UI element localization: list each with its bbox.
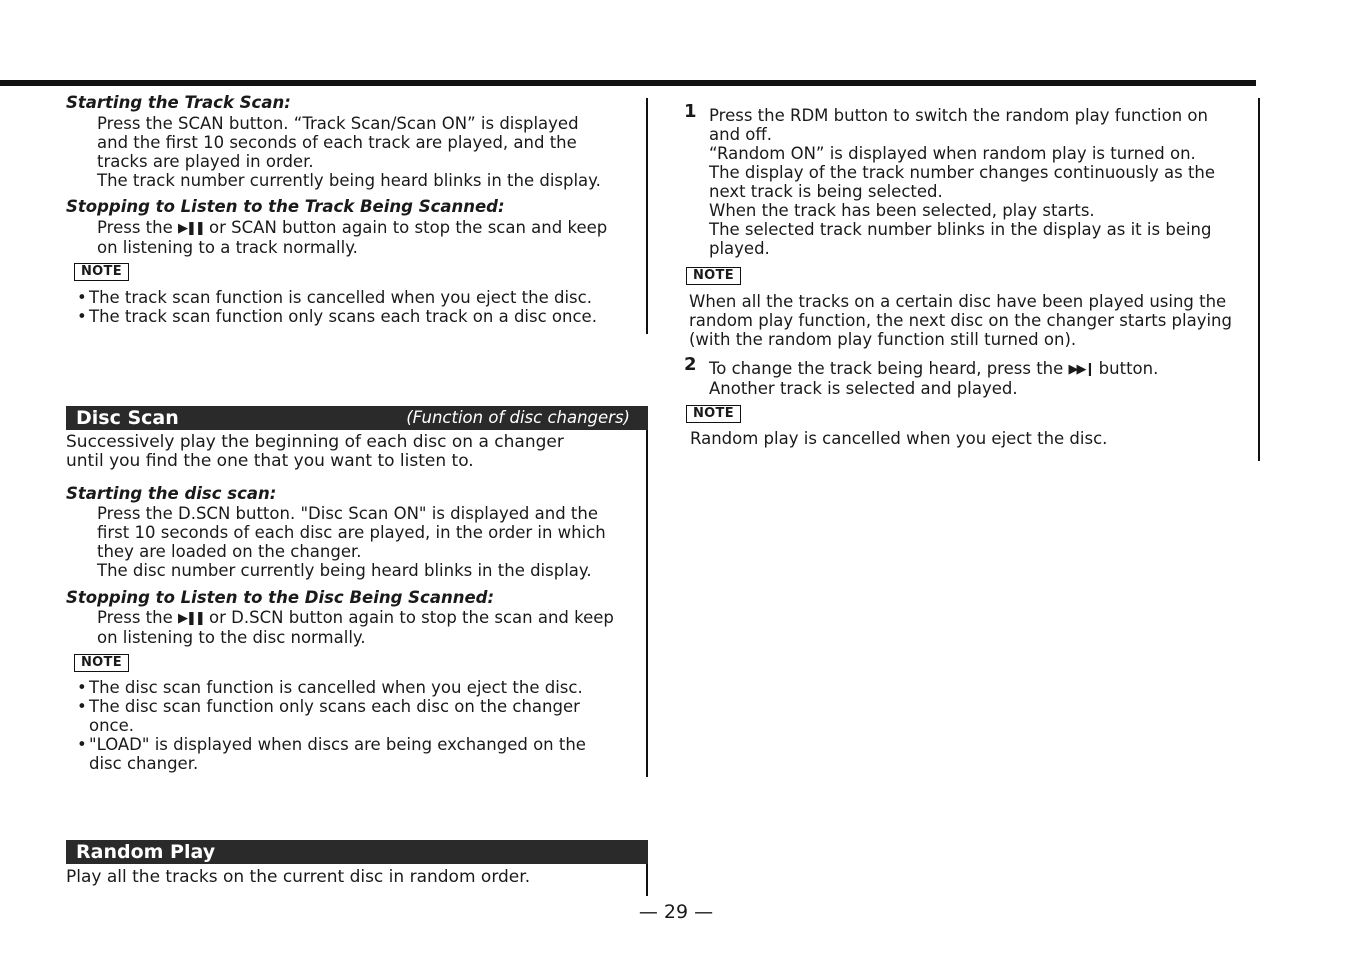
list-item-text: "LOAD" is displayed when discs are being exchanged on the — [89, 735, 586, 754]
list-item-text: once. — [89, 716, 135, 735]
step-number: 1 — [684, 101, 697, 122]
list-item-text: The disc scan function is cancelled when you eject the disc. — [89, 678, 583, 697]
text-line: The selected track number blinks in the display as it is being — [709, 220, 1212, 239]
text-segment: To change the track being heard, press the — [709, 359, 1064, 378]
text-line: random play function, the next disc on the changer starts playing — [689, 311, 1232, 330]
text-line: Press the SCAN button. “Track Scan/Scan ON” is displayed — [97, 114, 579, 133]
column-divider — [646, 98, 648, 334]
note-label: NOTE — [686, 267, 741, 285]
disc-scan-header — [66, 406, 648, 430]
text-segment: or D.SCN button again to stop the scan and keep — [209, 608, 614, 627]
disc-scan-start-heading: Starting the disc scan: — [66, 484, 277, 503]
text-line: until you find the one that you want to listen to. — [66, 451, 474, 471]
step-number: 2 — [684, 354, 697, 375]
track-scan-stop-heading: Stopping to Listen to the Track Being Scanned: — [66, 197, 505, 216]
page-number: — 29 — — [638, 901, 714, 923]
list-item-text: The track scan function only scans each track on a disc once. — [89, 307, 597, 326]
text-line: next track is being selected. — [709, 182, 943, 201]
text-line: first 10 seconds of each disc are played, in the order in which — [97, 523, 606, 542]
list-item: • "LOAD" is displayed when discs are being exchanged on the disc changer. — [77, 735, 586, 773]
text-line: (with the random play function still turned on). — [689, 330, 1077, 349]
list-item: • The track scan function is cancelled when you eject the disc. — [77, 288, 592, 307]
text-segment: Press the — [97, 608, 173, 627]
text-line: they are loaded on the changer. — [97, 542, 362, 561]
track-scan-notes — [77, 288, 597, 326]
track-scan-stop-text — [97, 218, 607, 257]
section-title: Random Play — [76, 841, 216, 863]
text-line: Successively play the beginning of each disc on a changer — [66, 432, 564, 452]
random-play-header — [66, 840, 648, 864]
text-line: and off. — [709, 125, 772, 144]
list-item-text: The disc scan function only scans each disc on the changer — [89, 697, 580, 716]
step1-text — [709, 106, 1215, 258]
track-scan-start-text — [97, 114, 601, 190]
disc-scan-stop-heading: Stopping to Listen to the Disc Being Scanned: — [66, 588, 495, 607]
disc-scan-intro — [66, 433, 564, 471]
note1-text — [689, 292, 1232, 349]
play-pause-icon: ▶❚❚ — [178, 611, 204, 626]
column-divider — [646, 430, 648, 777]
text-line: Press the D.SCN button. "Disc Scan ON" is displayed and the — [97, 504, 599, 523]
text-line: When the track has been selected, play starts. — [709, 201, 1095, 220]
play-pause-icon: ▶❚❚ — [178, 221, 204, 236]
note2-text: Random play is cancelled when you eject the disc. — [690, 429, 1108, 448]
step2-text — [709, 359, 1158, 398]
text-line: “Random ON” is displayed when random play is turned on. — [709, 144, 1196, 163]
top-rule-right — [677, 80, 1256, 86]
list-item: • The disc scan function only scans each disc on the changer once. — [77, 697, 586, 735]
list-item-text: The track scan function is cancelled when you eject the disc. — [89, 288, 592, 307]
next-track-icon: ▶▶❙ — [1068, 362, 1094, 377]
text-line: played. — [709, 239, 770, 258]
note-label: NOTE — [686, 405, 741, 423]
text-line: The display of the track number changes continuously as the — [709, 163, 1216, 182]
text-line: Another track is selected and played. — [709, 379, 1018, 398]
text-line: When all the tracks on a certain disc have been played using the — [689, 292, 1227, 311]
text-line: Press the RDM button to switch the random play function on — [709, 106, 1208, 125]
text-line: The disc number currently being heard blinks in the display. — [97, 561, 592, 580]
disc-scan-notes — [77, 678, 586, 773]
text-line: The track number currently being heard blinks in the display. — [97, 171, 601, 190]
text-line: and the first 10 seconds of each track are played, and the — [97, 133, 577, 152]
right-margin-rule — [1258, 98, 1260, 461]
note-label: NOTE — [74, 263, 129, 281]
section-subtitle: (Function of disc changers) — [406, 408, 630, 427]
list-item: • The track scan function only scans each track on a disc once. — [77, 307, 597, 326]
disc-scan-start-text — [97, 504, 606, 580]
list-item-text: disc changer. — [89, 754, 199, 773]
note-label: NOTE — [74, 654, 129, 672]
top-rule-left — [0, 80, 677, 86]
text-line: on listening to the disc normally. — [97, 628, 366, 647]
text-line: on listening to a track normally. — [97, 238, 358, 257]
column-divider — [646, 864, 648, 896]
section-title: Disc Scan — [76, 407, 179, 429]
track-scan-start-heading: Starting the Track Scan: — [66, 93, 291, 112]
text-segment: button. — [1098, 359, 1159, 378]
text-line: tracks are played in order. — [97, 152, 314, 171]
disc-scan-stop-text — [97, 608, 614, 647]
list-item: • The disc scan function is cancelled when you eject the disc. — [77, 678, 583, 697]
random-play-intro: Play all the tracks on the current disc in random order. — [66, 867, 531, 887]
text-segment: Press the — [97, 218, 173, 237]
text-segment: or SCAN button again to stop the scan and keep — [209, 218, 608, 237]
